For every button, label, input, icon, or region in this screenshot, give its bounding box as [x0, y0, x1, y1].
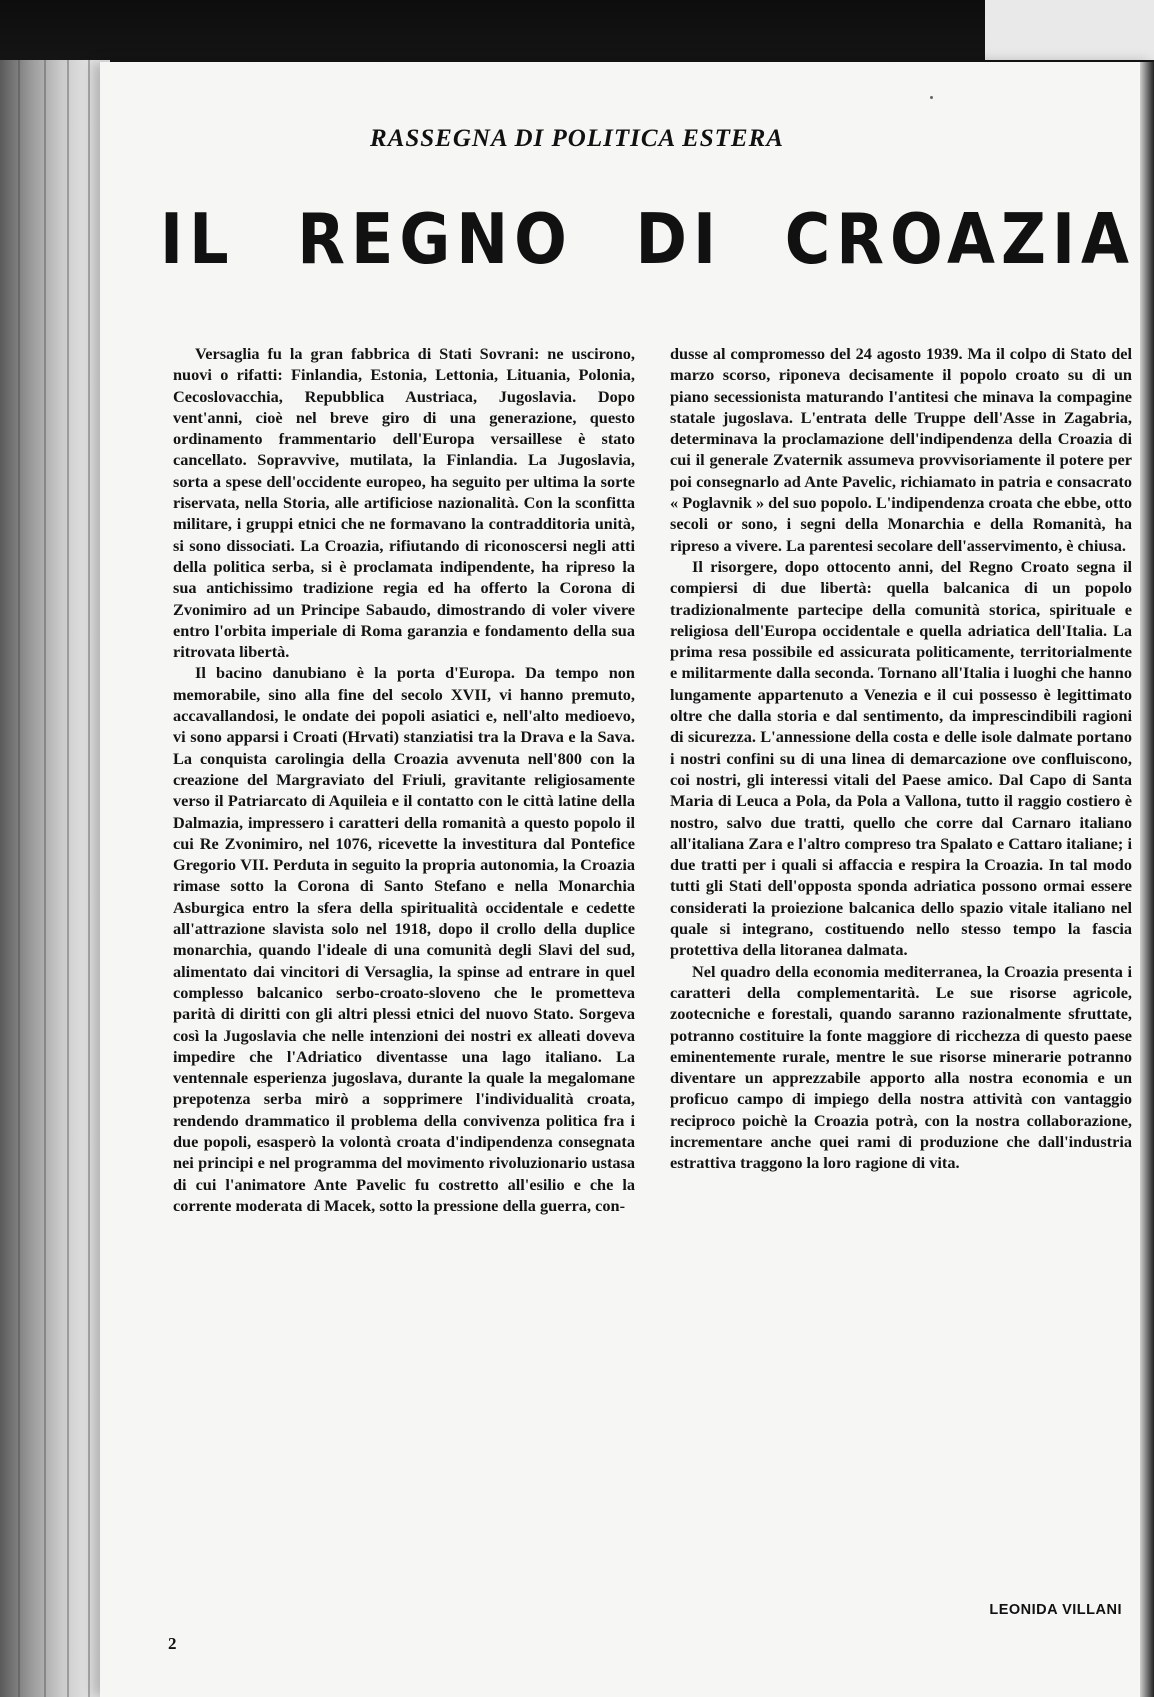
page-number: 2	[168, 1634, 177, 1653]
scan-binding-edge	[0, 60, 110, 1697]
article-title: IL REGNO DI CROAZIA	[160, 198, 1135, 281]
section-title: RASSEGNA DI POLITICA ESTERA	[370, 125, 784, 152]
scan-speck	[930, 96, 933, 99]
scan-top-right-margin	[985, 0, 1154, 60]
paragraph: dusse al compromesso del 24 agosto 1939. Ma il colpo di Stato del marzo scorso, riponeva decisamente il popolo croato su di un piano secessionista maturando l'antitesi che minava la compagine statale jugoslava. L'entrata delle Truppe dell'Asse in Zagabria, determinava la proclamazione dell'indipendenza della Croazia di cui il generale Zvaternik assumeva provvisoriamente il potere per poi consegnarlo ad Ante Pavelic, richiamato in patria e consacrato « Poglavnik » del suo popolo. L'indipendenza croata che ebbe, otto secoli or sono, i segni della Monarchia e della Romanità, ha ripreso a vivere. La parentesi secolare dell'asservimento, è chiusa.	[670, 344, 1132, 555]
paragraph: Nel quadro della economia mediterranea, la Croazia presenta i caratteri della complementarità. Le sue risorse agricole, zootecniche e forestali, quando saranno razionalmente sfruttate, potranno costituire la fonte maggiore di ricchezza di questo paese eminentemente rurale, mentre le sue risorse minerarie potranno diventare un apprezzabile apporto alla nostra economia e un proficuo campo di impiego della nostra attività con vantaggio reciproco poichè la Croazia potrà, con la nostra collaborazione, incrementare anche quei rami di produzione che dall'industria estrattiva traggono la loro ragione di vita.	[670, 961, 1132, 1173]
article-column-left	[173, 343, 635, 1216]
paragraph: Versaglia fu la gran fabbrica di Stati Sovrani: ne uscirono, nuovi o rifatti: Finlandia, Estonia, Lettonia, Lituania, Polonia, Cecoslovacchia, Repubblica Austriaca, Jugoslavia. Dopo vent'anni, cioè nel breve giro di una generazione, questo ordinamento frammentario dell'Europa versaillese è stato cancellato. Sopravvive, mutilata, la Finlandia. La Jugoslavia, sorta a spese dell'occidente europeo, ha seguito per ultima la sorte riservata, nella Storia, alle artificiose nazionalità. Con la sconfitta militare, i gruppi etnici che ne formavano la contradditoria unità, si sono dissociati. La Croazia, rifiutando di riconoscersi negli atti della politica serba, si è proclamata indipendente, ha ripreso la sua antichissimo tradizione regia ed ha offerto la Corona di Zvonimiro ad un Principe Sabaudo, dimostrando di voler vivere entro l'orbita imperiale di Roma garanzia e fondamento della sua ritrovata libertà.	[173, 344, 635, 662]
scan-top-border	[0, 0, 1154, 64]
author-signature: LEONIDA VILLANI	[989, 1602, 1122, 1618]
paragraph: Il bacino danubiano è la porta d'Europa. Da tempo non memorabile, sino alla fine del secolo XVII, vi hanno premuto, accavallandosi, le ondate dei popoli asiatici e, nell'alto medioevo, vi sono apparsi i Croati (Hrvati) stanziatisi tra la Drava e la Sava. La conquista carolingia della Croazia avvenuta nell'800 con la creazione del Margraviato del Friuli, gravitante religiosamente verso il Patriarcato di Aquileia e il contatto con le città latine della Dalmazia, impressero i caratteri della romanità a questo popolo il cui Re Zvonimiro, nel 1076, ricevette la investitura dal Pontefice Gregorio VII. Perduta in seguito la propria autonomia, la Croazia rimase sotto la Corona di Santo Stefano e nella Monarchia Asburgica entro la sfera della spiritualità occidentale e cedette all'attrazione slavista solo nel 1918, dopo il crollo della duplice monarchia, quando l'ideale di una comunità degli Slavi del sud, alimentato dai vincitori di Versaglia, la spinse ad entrare in quel complesso balcanico serbo-croato-sloveno che le prometteva parità di diritti con gli altri plessi etnici del nuovo Stato. Sorgeva così la Jugoslavia che nelle intenzioni dei nostri ex alleati doveva impedire che l'Adriatico diventasse una lago italiano. La ventennale esperienza jugoslava, durante la quale la megalomane prepotenza serba mirò a sopprimere l'individualità croata, rendendo drammatico il problema della convivenza politica fra i due popoli, esasperò la volontà croata d'indipendenza consegnata nei principi e nel programma del movimento rivoluzionario ustasa di cui l'animatore Ante Pavelic fu costretto all'esilio e che la corrente moderata di Macek, sotto la pressione della guerra, con-	[173, 663, 635, 1215]
paragraph: Il risorgere, dopo ottocento anni, del Regno Croato segna il compiersi di due libertà: quella balcanica di un popolo tradizionalmente partecipe della comunità storica, spirituale e religiosa dell'Europa occidentale e quella adriatica dell'Italia. La prima resa possibile ed assicurata politicamente, territorialmente e militarmente dalla seconda. Tornano all'Italia i luoghi che hanno lungamente appartenuto a Venezia e il cui possesso è legittimato oltre che dalla storia e dal sentimento, da imprescindibili ragioni di sicurezza. L'annessione della costa e delle isole dalmate portano i nostri confini su di una linea di demarcazione ove confluiscono, coi nostri, gli interessi vitali del Paese amico. Dal Capo di Santa Maria di Leuca a Pola, da Pola a Vallona, tutto il raggio costiero è nostro, salvo due tratti, quello che corre dal Carnaro italiano all'italiana Zara e l'altro compreso tra Spalato e Cattaro italiane; i due tratti per i quali si affaccia e respira la Croazia. In tal modo tutti gli Stati dell'opposta sponda adriatica possono ormai essere considerati la proiezione balcanica dello spazio vitale italiano nel quale si integrano, costituendo nello stesso tempo la fascia protettiva della litoranea dalmata.	[670, 556, 1132, 960]
scan-right-edge	[1140, 62, 1154, 1697]
article-column-right	[670, 343, 1132, 1174]
